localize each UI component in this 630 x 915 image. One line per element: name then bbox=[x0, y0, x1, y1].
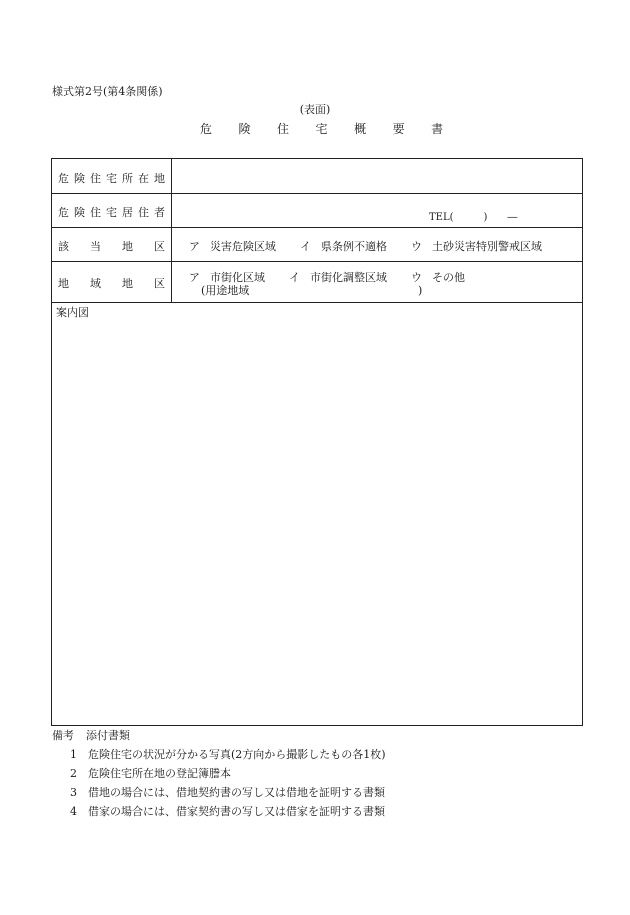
area-options bbox=[189, 238, 542, 254]
title-char: 住 bbox=[277, 122, 290, 136]
title-char: 危 bbox=[200, 122, 213, 136]
column-divider bbox=[171, 159, 172, 302]
note-item: 1 危険住宅の状況が分かる写真(2方向から撮影したもの各1枚) bbox=[70, 748, 386, 761]
title-char: 書 bbox=[431, 122, 444, 136]
area-option-i[interactable]: イ 県条例不適格 bbox=[300, 240, 387, 253]
zone-option-u[interactable]: ウ その他 bbox=[411, 271, 465, 284]
zone-option-a[interactable]: ア 市街化区域 bbox=[189, 271, 265, 284]
map-label: 案内図 bbox=[56, 306, 89, 319]
row-divider bbox=[52, 193, 582, 194]
area-option-a[interactable]: ア 災害危険区域 bbox=[189, 240, 276, 253]
resident-tel[interactable]: TEL( ) ― bbox=[429, 212, 518, 223]
note-item: 2 危険住宅所在地の登記簿謄本 bbox=[70, 767, 231, 780]
notes-heading: 備考 bbox=[52, 729, 74, 742]
note-item: 4 借家の場合には、借家契約書の写し又は借家を証明する書類 bbox=[70, 805, 385, 818]
zone-options bbox=[189, 269, 465, 285]
form-table bbox=[51, 158, 583, 726]
area-option-u[interactable]: ウ 土砂災害特別警戒区域 bbox=[411, 240, 542, 253]
row-divider bbox=[52, 227, 582, 228]
area-label: 該 当 地 区 bbox=[58, 240, 165, 253]
resident-label: 危 険 住 宅 居 住 者 bbox=[58, 206, 165, 219]
use-zone-close: ) bbox=[418, 284, 423, 297]
title-char: 険 bbox=[238, 122, 251, 136]
location-label: 危 険 住 宅 所 在 地 bbox=[58, 172, 165, 185]
front-side-label: (表面) bbox=[299, 103, 331, 116]
title-char: 要 bbox=[392, 122, 405, 136]
note-item: 3 借地の場合には、借地契約書の写し又は借地を証明する書類 bbox=[70, 786, 385, 799]
zone-label: 地 域 地 区 bbox=[58, 277, 165, 290]
title-char: 概 bbox=[354, 122, 367, 136]
map-area[interactable] bbox=[52, 303, 582, 725]
document-title bbox=[200, 123, 443, 135]
location-field[interactable] bbox=[186, 170, 566, 184]
row-divider bbox=[52, 261, 582, 262]
use-zone-open[interactable]: (用途地域 bbox=[201, 284, 250, 297]
notes-subheading: 添付書類 bbox=[86, 729, 130, 742]
title-char: 宅 bbox=[315, 122, 328, 136]
zone-option-i[interactable]: イ 市街化調整区域 bbox=[289, 271, 387, 284]
form-number: 様式第2号(第4条関係) bbox=[52, 85, 163, 98]
